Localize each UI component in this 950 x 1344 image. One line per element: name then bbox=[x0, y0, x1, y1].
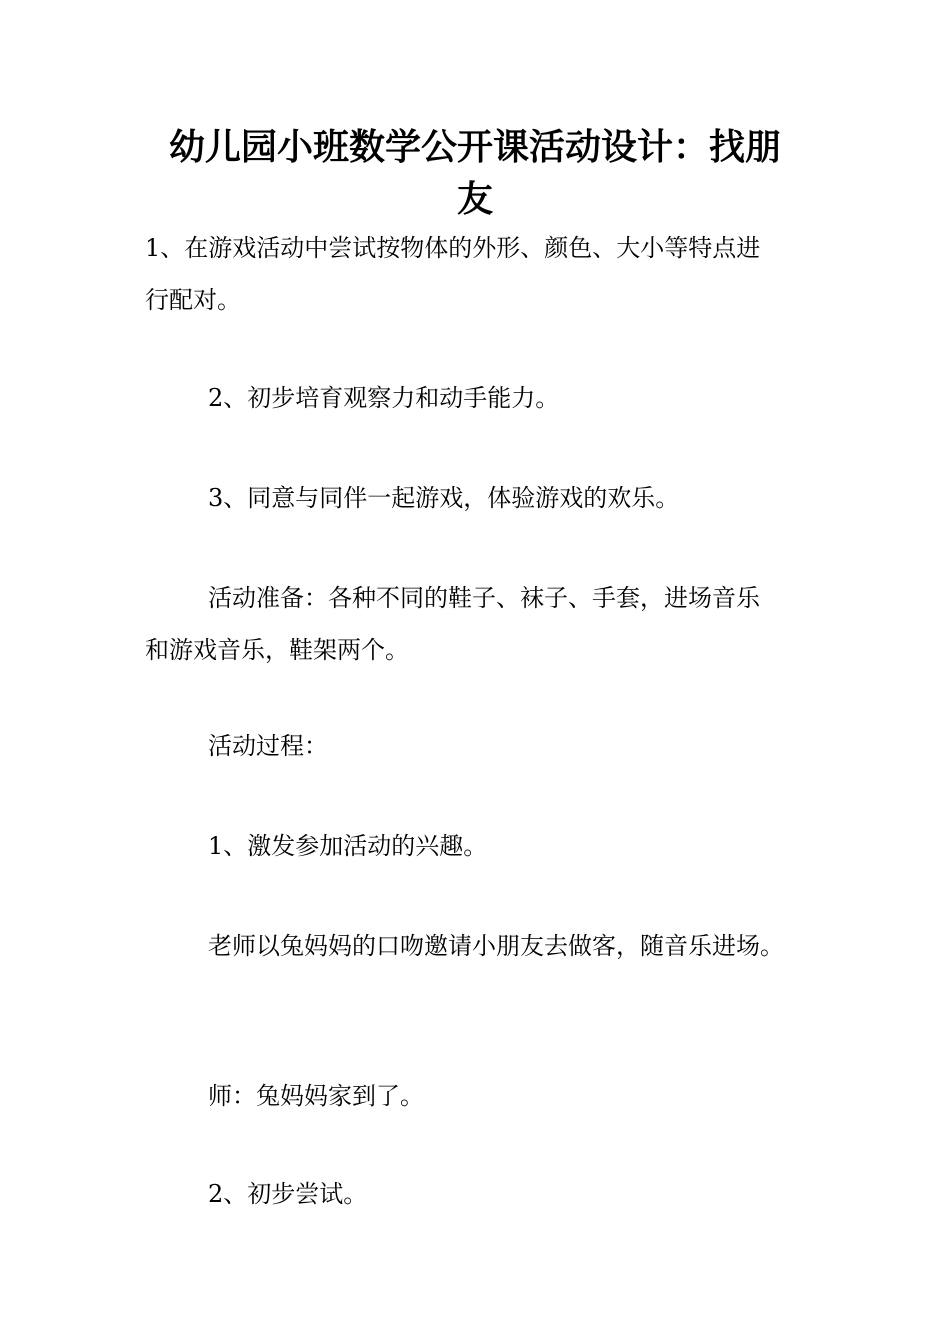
paragraph-line: 行配对。 bbox=[145, 286, 241, 314]
paragraph-preparation bbox=[145, 572, 815, 676]
paragraph-goal-3 bbox=[145, 472, 815, 524]
paragraph-line: 3、同意与同伴一起游戏，体验游戏的欢乐。 bbox=[208, 484, 680, 512]
paragraph-step-1 bbox=[145, 820, 815, 872]
paragraph-goal-1 bbox=[145, 222, 815, 326]
paragraph-goal-2 bbox=[145, 372, 815, 424]
paragraph-line: 1、激发参加活动的兴趣。 bbox=[208, 832, 488, 860]
document-title bbox=[140, 122, 810, 226]
paragraph-line: 2、初步培育观察力和动手能力。 bbox=[208, 384, 560, 412]
paragraph-line: 师：兔妈妈家到了。 bbox=[208, 1082, 424, 1110]
document-title-line-2: 友 bbox=[456, 179, 493, 220]
paragraph-line: 活动准备：各种不同的鞋子、袜子、手套，进场音乐 bbox=[208, 584, 760, 612]
paragraph-teacher-line bbox=[145, 1070, 815, 1122]
paragraph-line: 2、初步尝试。 bbox=[208, 1180, 368, 1208]
paragraph-process-heading bbox=[145, 720, 815, 772]
paragraph-step-1-detail bbox=[145, 920, 815, 972]
paragraph-line: 老师以兔妈妈的口吻邀请小朋友去做客，随音乐进场。 bbox=[208, 932, 784, 960]
document-title-line-1: 幼儿园小班数学公开课活动设计：找朋 bbox=[168, 127, 781, 168]
paragraph-step-2 bbox=[145, 1168, 815, 1220]
paragraph-line: 1、在游戏活动中尝试按物体的外形、颜色、大小等特点进 bbox=[145, 234, 761, 262]
paragraph-line: 活动过程： bbox=[208, 732, 328, 760]
paragraph-line: 和游戏音乐，鞋架两个。 bbox=[145, 636, 409, 664]
